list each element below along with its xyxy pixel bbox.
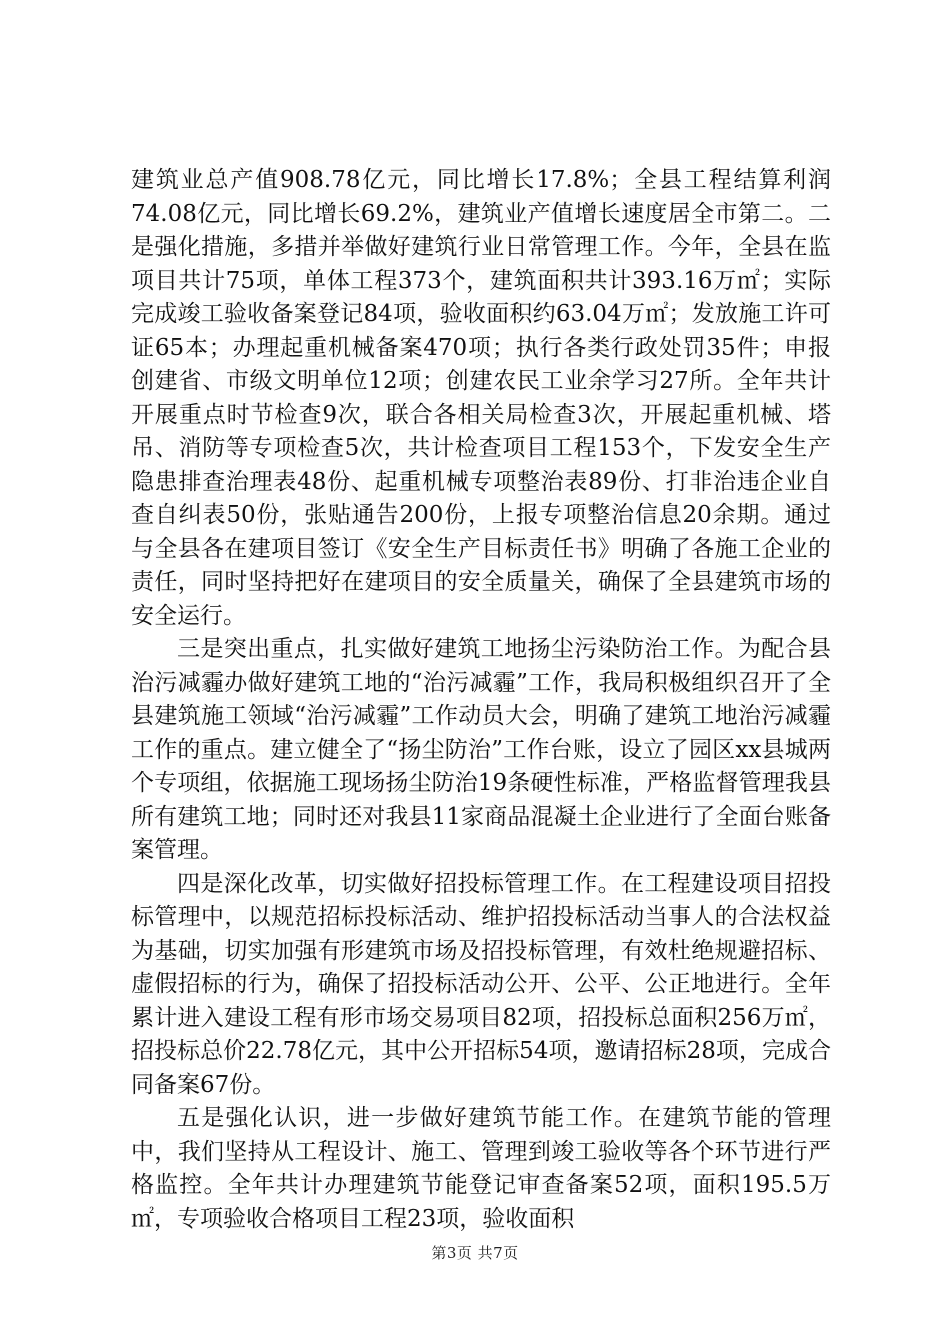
paragraph-dust-control: 三是突出重点，扎实做好建筑工地扬尘污染防治工作。为配合县治污减霾办做好建筑工地的“治污减霾”工作，我局积极组织召开了全县建筑施工领域“治污减霾”工作动员大会，明确了建筑工地治污减霾工作的重点。建立健全了“扬尘防治”工作台账，设立了园区xx县城两个专项组，依据施工现场扬尘防治19条硬性标准，严格监督管理我县所有建筑工地；同时还对我县11家商品混凝土企业进行了全面台账备案管理。: [131, 636, 831, 863]
paragraph-continued: 建筑业总产值908.78亿元，同比增长17.8%；全县工程结算利润74.08亿元，同比增长69.2%，建筑业产值增长速度居全市第二。二是强化措施，多措并举做好建筑行业日常管理工作。今年，全县在监项目共计75项，单体工程373个，建筑面积共计393.16万㎡；实际完成竣工验收备案登记84项，验收面积约63.04万㎡；发放施工许可证65本；办理起重机械备案470项；执行各类行政处罚35件；申报创建省、市级文明单位12项；创建农民工业余学习27所。全年共计开展重点时节检查9次，联合各相关局检查3次，开展起重机械、塔吊、消防等专项检查5次，共计检查项目工程153个，下发安全生产隐患排查治理表48份、起重机械专项整治表89份、打非治违企业自查自纠表50份，张贴通告200份，上报专项整治信息20余期。通过与全县各在建项目签订《安全生产目标责任书》明确了各施工企业的责任，同时坚持把好在建项目的安全质量关，确保了全县建筑市场的安全运行。: [131, 167, 831, 629]
paragraph-energy-saving: 五是强化认识，进一步做好建筑节能工作。在建筑节能的管理中，我们坚持从工程设计、施工、管理到竣工验收等各个环节进行严格监控。全年共计办理建筑节能登记审查备案52项，面积195.5万㎡，专项验收合格项目工程23项，验收面积: [131, 1105, 831, 1232]
document-body: [131, 164, 831, 1236]
page-number-footer: 第3页 共7页: [431, 1244, 519, 1262]
paragraph-bidding-management: 四是深化改革，切实做好招投标管理工作。在工程建设项目招投标管理中，以规范招标投标活动、维护招投标活动当事人的合法权益为基础，切实加强有形建筑市场及招投标管理，有效杜绝规避招标、虚假招标的行为，确保了招投标活动公开、公平、公正地进行。全年累计进入建设工程有形市场交易项目82项，招投标总面积256万㎡，招投标总价22.78亿元，其中公开招标54项，邀请招标28项，完成合同备案67份。: [131, 870, 831, 1098]
